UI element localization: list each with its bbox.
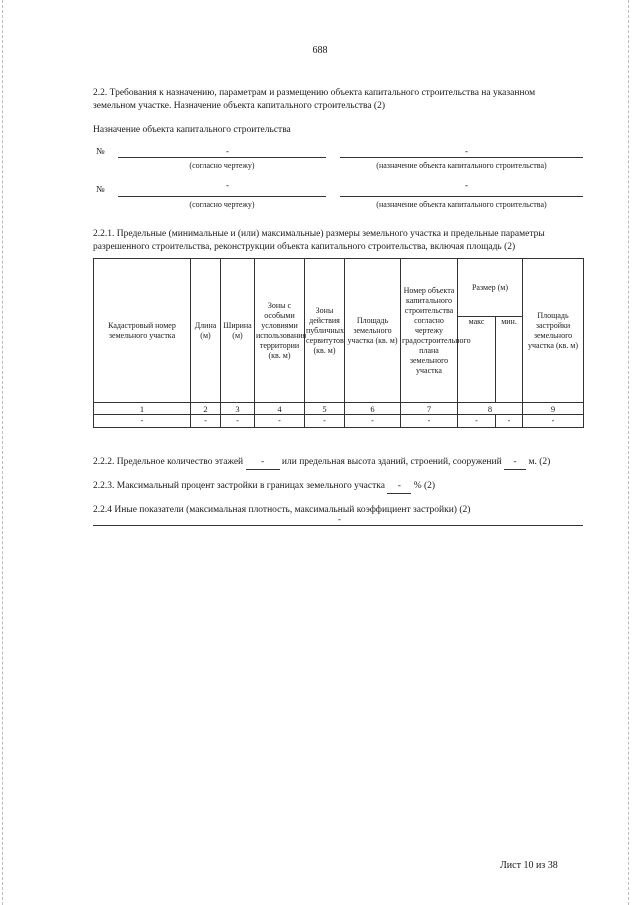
purpose-row1-purpose-value: - (465, 146, 468, 156)
table-cell: - (345, 415, 401, 428)
scan-edge-right (628, 0, 629, 905)
height-label: или предельная высота зданий, строений, сооружений (281, 457, 502, 467)
table-cell: - (401, 415, 458, 428)
purpose-row2-purpose-value: - (465, 180, 468, 190)
purpose-row2-purpose-line (340, 196, 583, 197)
column-number: 4 (255, 403, 305, 415)
table-number-row (94, 403, 584, 415)
section-2-2-4-text: 2.2.4 Иные показатели (максимальная плотность, максимальный коэффициент застройки) (2) (93, 505, 471, 515)
col-header-width: Ширина (м) (221, 259, 255, 403)
coverage-unit: % (2) (413, 481, 436, 491)
height-value: - (504, 456, 526, 470)
section-2-2-line2: земельном участке. Назначение объекта капитального строительства (2) (93, 101, 385, 111)
col-header-easement-zones: Зоны действия публичных сервитутов (кв. м) (305, 259, 345, 403)
purpose-row1-no: № (96, 146, 105, 156)
purpose-row2-num-caption: (согласно чертежу) (189, 200, 255, 209)
purpose-row2-num-value: - (226, 180, 229, 190)
col-header-cadastral: Кадастровый номер земельного участка (94, 259, 191, 403)
section-2-2-line1: 2.2. Требования к назначению, параметрам и размещению объекта капитального строительства на указанном (93, 88, 536, 98)
coverage-label: 2.2.3. Максимальный процент застройки в границах земельного участка (93, 481, 385, 491)
column-number: 8 (458, 403, 523, 415)
floors-label: 2.2.2. Предельное количество этажей (93, 457, 244, 467)
page-number: 688 (312, 45, 328, 56)
purpose-row2-num-line (118, 196, 326, 197)
col-header-special-zones: Зоны с особыми условиями использования территории (кв. м) (255, 259, 305, 403)
section-2-2-1-line2: разрешенного строительства, реконструкции объекта капитального строительства, включая площадь (2) (93, 242, 516, 252)
scan-edge-left (2, 0, 3, 905)
table-row (94, 415, 584, 428)
coverage-value: - (387, 480, 411, 494)
purpose-row1-num-value: - (226, 146, 229, 156)
table-cell: - (94, 415, 191, 428)
column-number: 7 (401, 403, 458, 415)
column-number: 9 (523, 403, 584, 415)
col-header-building-area: Площадь застройки земельного участка (кв. м) (523, 259, 584, 403)
purpose-row1-purpose-caption: (назначение объекта капитального строительства) (376, 161, 547, 170)
section-2-2-text (93, 87, 583, 113)
section-2-2-1-line1: 2.2.1. Предельные (минимальные и (или) максимальные) размеры земельного участка и предельные параметры (93, 229, 545, 239)
col-header-object-number: Номер объекта капитального строительства согласно чертежу градостроительного плана земельного участка (401, 259, 458, 403)
col-header-size-max: макс (458, 317, 496, 403)
column-number: 3 (221, 403, 255, 415)
height-unit: м. (2) (528, 457, 551, 467)
table-cell: - (255, 415, 305, 428)
col-header-size: Размер (м) (458, 259, 523, 317)
table-cell: - (458, 415, 496, 428)
section-2-2-2 (93, 456, 583, 470)
table-cell: - (496, 415, 523, 428)
column-number: 6 (345, 403, 401, 415)
section-2-2-1-text (93, 228, 583, 254)
col-header-area: Площадь земельного участка (кв. м) (345, 259, 401, 403)
parameters-table (93, 258, 584, 428)
purpose-heading: Назначение объекта капитального строительства (93, 125, 291, 135)
table-cell: - (305, 415, 345, 428)
purpose-row2-no: № (96, 184, 105, 194)
column-number: 5 (305, 403, 345, 415)
col-header-size-min: мин. (496, 317, 523, 403)
purpose-row1-num-caption: (согласно чертежу) (189, 161, 255, 170)
sheet-number: Лист 10 из 38 (500, 860, 558, 871)
table-cell: - (523, 415, 584, 428)
purpose-row2-purpose-caption: (назначение объекта капитального строительства) (376, 200, 547, 209)
purpose-row1-purpose-line (340, 157, 583, 158)
section-2-2-3 (93, 480, 583, 494)
table-cell: - (191, 415, 221, 428)
table-cell: - (221, 415, 255, 428)
col-header-length: Длина (м) (191, 259, 221, 403)
section-2-2-4-line (93, 525, 583, 526)
column-number: 1 (94, 403, 191, 415)
column-number: 2 (191, 403, 221, 415)
purpose-row1-num-line (118, 157, 326, 158)
floors-value: - (246, 456, 280, 470)
section-2-2-4-value: - (338, 514, 341, 524)
